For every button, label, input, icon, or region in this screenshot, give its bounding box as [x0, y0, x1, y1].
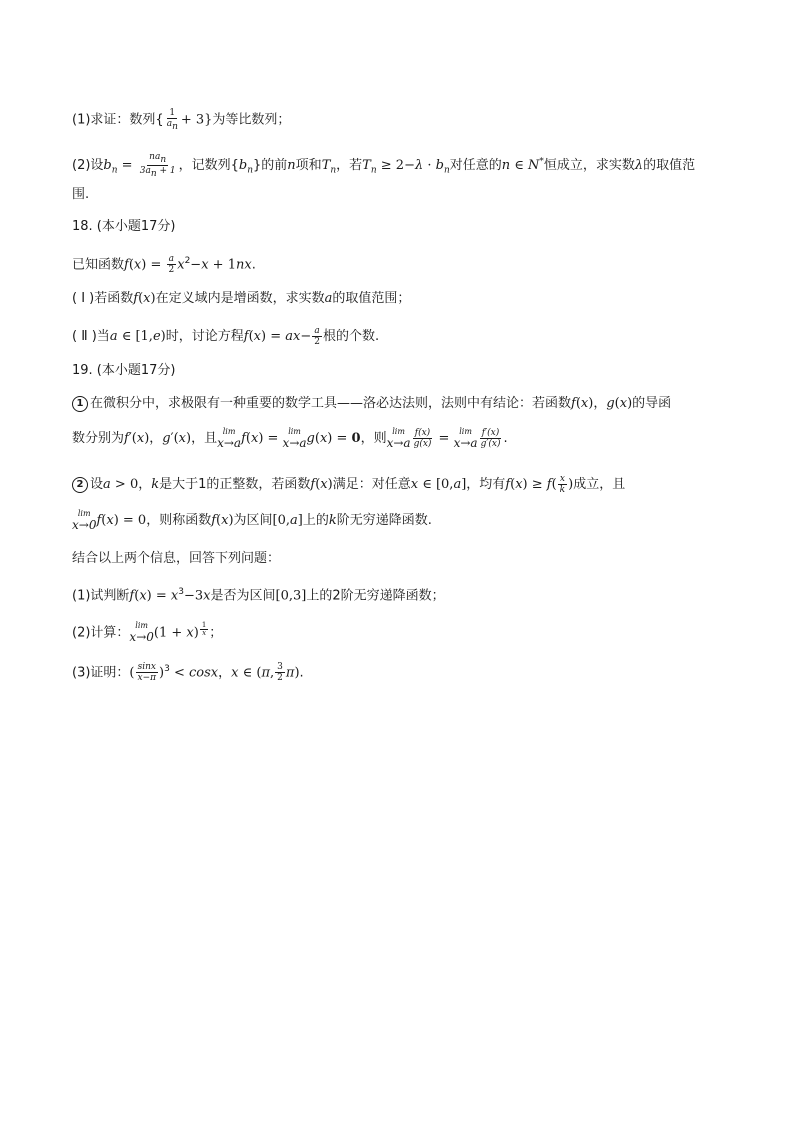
q19-s2-text-a: (2)计算： — [72, 625, 130, 641]
q18-part2-text-b: 时，讨论方程 — [165, 329, 244, 344]
limit-ratio-derivatives: lim x→a — [453, 427, 478, 450]
q19-c2-text-b: ， — [138, 477, 152, 492]
q19-c1-text-d: 数分别为 — [72, 431, 125, 446]
q19-c2-text-g: ，则称函数 — [146, 513, 212, 528]
fraction-f-over-g: $\frac{f(x)}{g(x)}$ — [413, 428, 432, 449]
q17-part2-text-c: }的前 — [253, 157, 288, 173]
q19-s3-text-a: (3)证明： — [72, 665, 130, 681]
q17-part2-text-h: 的取值范 — [643, 157, 696, 173]
q19-s3-text-c: . — [299, 665, 304, 681]
q18-part2: ( Ⅱ )当a ∈ [1,e)时，讨论方程f(x) = ax− $\frac{a}{2}$ 根的个数. — [72, 326, 380, 347]
q19-s1-text-b: 是否为区间 — [210, 588, 276, 604]
q19-condition2-continued: lim x→0 f(x) = 0，则称函数f(x)为区间[0,a]上的k阶无穷递降函数. — [72, 509, 432, 532]
fraction-fprime-over-gprime: $\frac{f'(x)}{g'(x)}$ — [480, 428, 501, 449]
fraction-exponent-one-over-x: 1 x — [201, 621, 207, 637]
q18-given-text-b: . — [251, 257, 256, 273]
q19-c2-text-i: 上的 — [302, 513, 329, 528]
q19-condition1-continued: 数分别为f′(x)，g′(x)，且 lim x→a f(x) = lim x→a g(x) = 0，则 lim x→a $\frac{f(x)}{g(x)}$ = lim x→a $\frac{f'(x)}{g'(x)}$ . — [72, 427, 508, 450]
q19-c1-text-a: 在微积分中，求极限有一种重要的数学工具——洛必达法则，法则中有结论：若函数 — [90, 396, 572, 411]
q17-part1-text-a: (1)求证：数列{ — [72, 112, 164, 128]
q19-s3-text-b: ， — [218, 665, 232, 681]
q19-sub3: (3)证明：( $\frac{\sin x}{x-\pi}$ )$^3$ < cosx，x ∈ (π, $\frac{3}{2}$ π). — [72, 662, 304, 684]
limit-x-to-a-g: lim x→a — [282, 427, 307, 450]
q19-sub2: (2)计算： lim x→0 (1 + x) $^{\frac{1}{x}}$ ； — [72, 621, 223, 645]
limit-ratio-fg: lim x→a — [386, 427, 411, 450]
q19-c1-text-f: ，且 — [191, 431, 218, 446]
fraction-bn-def: $\frac{na_n}{3a_n + 1}$ — [139, 152, 176, 179]
q19-c2-text-f: 成立，且 — [573, 477, 626, 492]
q19-header: 19. (本小题17分) — [72, 363, 176, 378]
q17-part2-text-d: 项和 — [295, 157, 322, 173]
q19-c1-text-h: . — [503, 431, 508, 446]
q19-condition2: 2 设a > 0，k是大于1的正整数，若函数f(x)满足：对任意x ∈ [0,a]，均有f(x) ≥ f( $\frac{x}{k}$ )成立，且 — [72, 474, 625, 495]
q19-sub1: (1)试判断$f(x) = x^3-3x$是否为区间[0,3]上的2阶无穷递降函数； — [72, 587, 445, 604]
q17-part2-text-b: ，记数列{ — [178, 157, 239, 173]
q17-part2-text-f: 对任意的 — [449, 157, 502, 173]
q19-c2-text-a: 设 — [90, 477, 104, 492]
q19-c1-text-g: ，则 — [360, 431, 387, 446]
q18-header: 18. (本小题17分) — [72, 219, 176, 234]
q19-s1-text-a: (1)试判断 — [72, 588, 130, 604]
limit-x-to-0-f: lim x→0 — [72, 509, 97, 532]
q18-part1-text-a: ( Ⅰ )若函数 — [72, 291, 134, 306]
fraction-three-halves: $\frac{3}{2}$ — [277, 662, 283, 684]
limit-x-to-0: lim x→0 — [129, 621, 154, 645]
q17-part2-text-g: 恒成立，求实数 — [543, 157, 635, 173]
q18-part2-text-c: 根的个数. — [322, 329, 380, 344]
circled-number-1: 1 — [72, 396, 88, 412]
q19-c2-text-j: 阶无穷递降函数. — [336, 513, 432, 528]
q18-given: 已知函数f(x) = $\frac{a}{2}$ $x^2-x + 1nx$. — [72, 254, 256, 276]
q18-part1-text-b: 在定义域内是增函数，求实数 — [155, 291, 325, 306]
q17-part2: (2)设$b_n$ = $\frac{na_n}{3a_n + 1}$ ，记数列$\{b_n\}$的前n项和$T_n$，若$T_n \ge 2-\lambda \cdot b_n$对任意的n ∈ N*恒成立，求实数λ的取值范 — [72, 152, 696, 179]
q19-c1-text-e: ， — [149, 431, 163, 446]
q17-part2-continued: 围. — [72, 187, 90, 202]
q19-s2-text-b: ； — [209, 625, 223, 641]
circled-number-2: 2 — [72, 477, 88, 493]
q18-part1: ( Ⅰ )若函数f(x)在定义域内是增函数，求实数a的取值范围； — [72, 291, 411, 306]
q19-c1-text-b: ， — [593, 396, 607, 411]
limit-x-to-a-f: lim x→a — [217, 427, 242, 450]
q19-combine: 结合以上两个信息，回答下列问题： — [72, 551, 281, 566]
fraction-a-over-2-b: $\frac{a}{2}$ — [314, 326, 320, 347]
q17-part2-text-a: (2)设 — [72, 157, 104, 173]
q17-part2-text-e: ，若 — [336, 157, 363, 173]
q19-c2-text-h: 为区间 — [233, 513, 273, 528]
q19-condition1: 1 在微积分中，求极限有一种重要的数学工具——洛必达法则，法则中有结论：若函数f(x)，g(x)的导函 — [72, 395, 671, 413]
q19-c2-text-e: ，均有 — [466, 477, 506, 492]
q19-c1-text-c: 的导函 — [632, 396, 672, 411]
q19-s1-text-c: 上的2阶无穷递降函数； — [306, 588, 445, 604]
fraction-one-over-an: $\frac{1}{a_n}$ — [166, 108, 178, 132]
q17-part1-text-b: + 3}为等比数列； — [180, 112, 291, 128]
fraction-a-over-2: $\frac{a}{2}$ — [168, 254, 175, 276]
fraction-x-over-k: $\frac{x}{k}$ — [559, 474, 566, 495]
fraction-sinx-over-x-minus-pi: $\frac{\sin x}{x-\pi}$ — [137, 662, 157, 684]
q19-c2-text-c: 是大于1的正整数，若函数 — [159, 477, 311, 492]
q18-part1-text-c: 的取值范围； — [332, 291, 411, 306]
q19-c2-text-d: 满足：对任意 — [332, 477, 411, 492]
q17-part1 — [72, 108, 290, 132]
q18-given-text-a: 已知函数 — [72, 257, 125, 273]
q18-part2-text-a: ( Ⅱ )当 — [72, 329, 110, 344]
